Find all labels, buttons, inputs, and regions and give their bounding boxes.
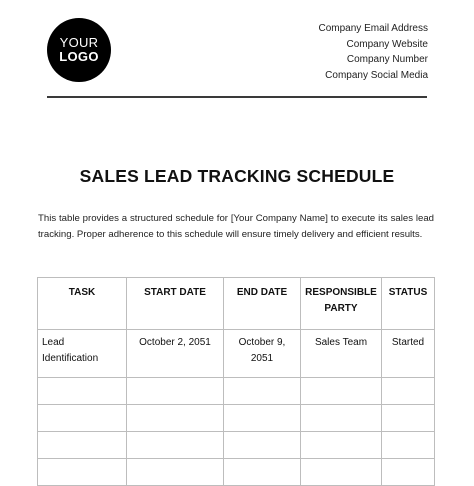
cell-task: Lead Identification [38,330,127,378]
company-email: Company Email Address [318,23,428,34]
company-website: Company Website [346,38,428,50]
cell-start-date [127,405,224,432]
table-row [38,459,435,486]
cell-end-date [224,459,301,486]
table-row [38,330,435,378]
cell-responsible-party [301,378,382,405]
cell-end-date [224,378,301,405]
cell-end-date [224,432,301,459]
header-responsible-party: RESPONSIBLE PARTY [301,278,382,330]
cell-status [382,459,435,486]
header-start-date: START DATE [127,278,224,330]
cell-end-date: October 9, 2051 [224,330,301,378]
cell-responsible-party [301,432,382,459]
company-logo [47,18,111,82]
header-divider [47,96,427,98]
cell-task [38,405,127,432]
intro-paragraph: This table provides a structured schedule for [Your Company Name] to execute its sales lead tracking. Proper adherence to this schedule will ensure timely delivery and efficient results. [38,213,434,240]
cell-task [38,459,127,486]
table-row [38,432,435,459]
company-number: Company Number [346,54,428,65]
cell-status [382,405,435,432]
company-contact-block [319,21,429,83]
header-task: TASK [38,278,127,330]
cell-start-date [127,378,224,405]
cell-end-date [224,405,301,432]
cell-task [38,432,127,459]
cell-responsible-party [301,405,382,432]
table-header-row [38,278,435,330]
header-status: STATUS [382,278,435,330]
cell-task [38,378,127,405]
cell-status: Started [382,330,435,378]
cell-status [382,432,435,459]
schedule-table [37,277,435,486]
logo-text-line2: LOGO [59,49,99,64]
cell-start-date: October 2, 2051 [127,330,224,378]
table-row [38,378,435,405]
document-title: SALES LEAD TRACKING SCHEDULE [79,166,395,186]
header-end-date: END DATE [224,278,301,330]
cell-status [382,378,435,405]
cell-start-date [127,459,224,486]
cell-responsible-party: Sales Team [301,330,382,378]
cell-responsible-party [301,459,382,486]
cell-start-date [127,432,224,459]
table-row [38,405,435,432]
company-social-media: Company Social Media [325,69,428,81]
logo-text-line1: YOUR [59,35,99,50]
